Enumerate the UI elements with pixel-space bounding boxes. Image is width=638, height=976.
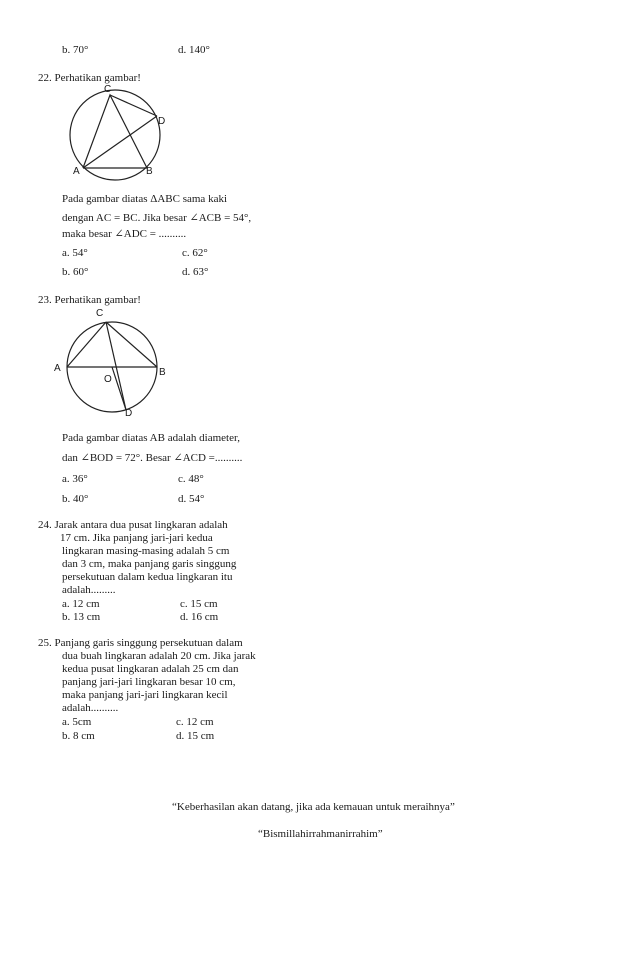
q22-label-a: A: [73, 166, 80, 177]
q25-option-a: a. 5cm: [62, 716, 92, 728]
q24-line-1: 24. Jarak antara dua pusat lingkaran adalah: [38, 519, 228, 531]
q23-option-d: d. 54°: [178, 493, 205, 505]
q23-option-a: a. 36°: [62, 473, 88, 485]
q22-option-b: b. 60°: [62, 266, 89, 278]
q22-label-d: D: [158, 116, 166, 127]
q23-heading: 23. Perhatikan gambar!: [38, 294, 141, 306]
q25-option-d: d. 15 cm: [176, 730, 215, 742]
q22-label-b: B: [146, 166, 153, 177]
q23-label-d: D: [125, 408, 133, 419]
q22-text-1: Pada gambar diatas ΔABC sama kaki: [62, 193, 228, 205]
q23-line-od: [112, 367, 126, 410]
q21-option-d: d. 140°: [178, 44, 210, 56]
q22-option-c: c. 62°: [182, 247, 208, 259]
q24-option-d: d. 16 cm: [180, 611, 219, 623]
q22-text-3: maka besar ∠ADC = ..........: [62, 228, 187, 240]
q25-line-6: adalah..........: [62, 702, 119, 714]
q23-label-c: C: [96, 308, 104, 319]
q22-heading: 22. Perhatikan gambar!: [38, 72, 141, 84]
footer-quote: “Keberhasilan akan datang, jika ada kemauan untuk meraihnya”: [172, 801, 455, 813]
q23-text-1: Pada gambar diatas AB adalah diameter,: [62, 432, 240, 444]
q25-line-1: 25. Panjang garis singgung persekutuan dalam: [38, 637, 243, 649]
q22-text-2: dengan AC = BC. Jika besar ∠ACB = 54°,: [62, 212, 252, 224]
q23-text-2: dan ∠BOD = 72°. Besar ∠ACD =..........: [62, 452, 243, 464]
q21-option-b: b. 70°: [62, 44, 89, 56]
q22-option-d: d. 63°: [182, 266, 209, 278]
q25-line-2: dua buah lingkaran adalah 20 cm. Jika jarak: [62, 650, 256, 662]
q25-option-c: c. 12 cm: [176, 716, 214, 728]
q24-line-6: adalah.........: [62, 584, 116, 596]
q22-option-a: a. 54°: [62, 247, 88, 259]
q24-option-c: c. 15 cm: [180, 598, 218, 610]
q23-line-cb: [106, 322, 157, 367]
q23-label-o: O: [104, 374, 112, 385]
q25-line-5: maka panjang jari-jari lingkaran kecil: [62, 689, 228, 701]
q23-label-a: A: [54, 363, 61, 374]
q24-line-2: 17 cm. Jika panjang jari-jari kedua: [60, 532, 213, 544]
q24-line-5: persekutuan dalam kedua lingkaran itu: [62, 571, 233, 583]
q25-line-3: kedua pusat lingkaran adalah 25 cm dan: [62, 663, 239, 675]
q23-label-b: B: [159, 367, 166, 378]
q22-label-c: C: [104, 84, 112, 95]
q23-line-cd: [106, 322, 126, 410]
q24-option-a: a. 12 cm: [62, 598, 100, 610]
q25-line-4: panjang jari-jari lingkaran besar 10 cm,: [62, 676, 236, 688]
footer-prayer: “Bismillahirrahmanirrahim”: [258, 828, 383, 840]
q25-option-b: b. 8 cm: [62, 730, 95, 742]
q23-option-c: c. 48°: [178, 473, 204, 485]
q24-line-3: lingkaran masing-masing adalah 5 cm: [62, 545, 230, 557]
q24-line-4: dan 3 cm, maka panjang garis singgung: [62, 558, 237, 570]
q23-option-b: b. 40°: [62, 493, 89, 505]
q24-option-b: b. 13 cm: [62, 611, 101, 623]
